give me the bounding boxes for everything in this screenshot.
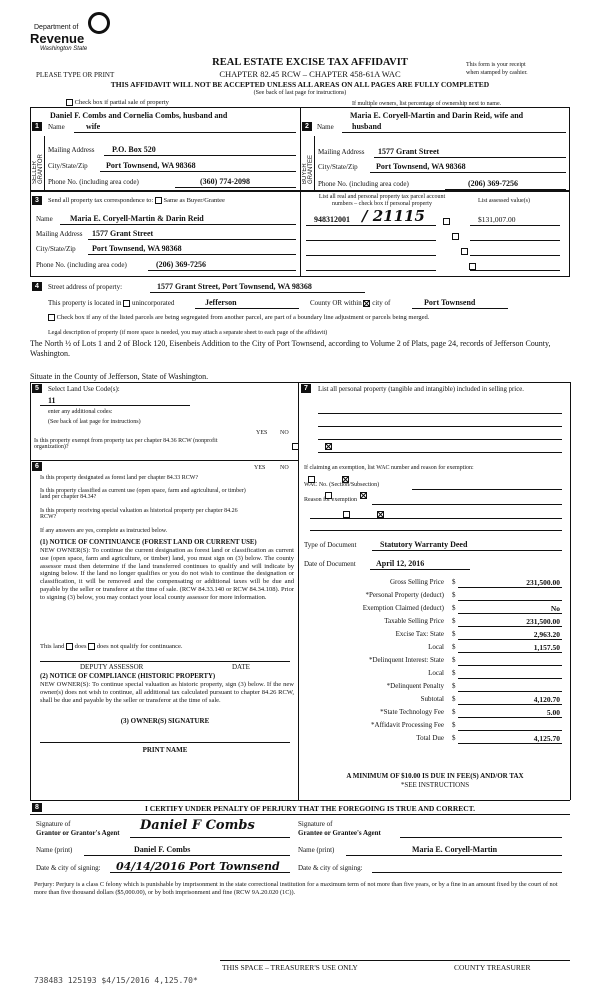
- partial-sale: [66, 99, 169, 106]
- exempt-yes-checkbox[interactable]: [292, 443, 299, 450]
- does-not-qualify-checkbox[interactable]: [88, 643, 95, 650]
- seller-mailing-label: Mailing Address: [48, 146, 95, 154]
- logo-line1: Department of: [34, 24, 79, 31]
- seller-mailing: P.O. Box 520: [112, 145, 156, 154]
- corr-mailing-label: Mailing Address: [36, 230, 83, 238]
- segregated-row: [48, 314, 429, 321]
- buyer-phone-label: Phone No. (including area code): [318, 180, 409, 188]
- doc-date-label: Date of Document: [304, 560, 356, 568]
- doc-type-label: Type of Document: [304, 541, 357, 549]
- dollar-4: $: [452, 630, 456, 638]
- tax-label-9: Subtotal: [420, 695, 444, 703]
- segregated-label: Check box if any of the listed parcels are being segregated from another parcel, are part of a boundary line adjustment or parcels being merged.: [56, 314, 430, 321]
- current-use-no-checkbox[interactable]: [360, 492, 367, 499]
- dollar-9: $: [452, 695, 456, 703]
- warning: THIS AFFIDAVIT WILL NOT BE ACCEPTED UNLESS ALL AREAS ON ALL PAGES ARE FULLY COMPLETED: [110, 80, 490, 89]
- tax-label-1: *Personal Property (deduct): [365, 591, 444, 599]
- parcel-number: 948312001: [314, 215, 350, 224]
- form-subtitle: CHAPTER 82.45 RCW – CHAPTER 458-61A WAC: [219, 69, 401, 79]
- seller-name-label: Name: [48, 123, 65, 131]
- historic-no-checkbox[interactable]: [377, 511, 384, 518]
- see-back: (See back of last page for instructions): [253, 90, 347, 96]
- tax-label-4: Excise Tax: State: [395, 630, 444, 638]
- multiple-owners: If multiple owners, list percentage of ownership next to name.: [352, 101, 502, 107]
- treasurer-space: THIS SPACE – TREASURER'S USE ONLY: [222, 963, 358, 972]
- section-number-4: 4: [32, 282, 42, 291]
- assessor-date: DATE: [232, 663, 250, 671]
- dollar-11: $: [452, 721, 456, 729]
- notice1-text: NEW OWNER(S): To continue the current designation as forest land or classification as current use (open space, farm and agriculture, or timber) land, you must sign on (3) below. The county assessor must then determine if the land transferred continues to qualify and will indicate by signing below. If the land no longer qualifies or you do not wish to continue the designation or classification, it will be removed and the compensating or additional taxes will be due and payable by the seller or transferor at the time of sale. (RCW 84.33.140 or RCW 84.34.108). Prior to signing (3) below, you may contact your local county assessor for more information.: [40, 547, 294, 601]
- unincorporated-label: unincorporated: [131, 299, 175, 307]
- doc-type: Statutory Warranty Deed: [380, 540, 468, 549]
- buyer-city: Port Townsend, WA 98368: [376, 162, 466, 171]
- perjury-note: Perjury: Perjury is a class C felony which is punishable by imprisonment in the state correctional institution for a maximum term of not more than five years, or by a fine in an amount fixed by the court of not more than five thousand dollars ($5,000.00), or by both imprisonment and fine (RCW 9A.20.020 (1C)).: [34, 881, 558, 896]
- corr-mailing: 1577 Grant Street: [92, 229, 154, 238]
- grantor-name: Daniel F. Combs: [134, 845, 191, 854]
- situate: Situate in the County of Jefferson, State of Washington.: [30, 372, 209, 381]
- logo-line2: Revenue: [30, 31, 85, 46]
- partial-sale-label: Check box if partial sale of property: [74, 99, 169, 106]
- grantor-date-label: Date & city of signing:: [36, 864, 101, 872]
- if-yes-note: If any answers are yes, complete as instructed below.: [40, 528, 168, 534]
- personal-property-checkbox-1[interactable]: [443, 218, 450, 225]
- grantee-date-label: Date & city of signing:: [298, 864, 363, 872]
- current-use-question: Is this property classified as current use (open space, farm and agricultural, or timber) land per chapter 84.34?: [40, 488, 246, 500]
- county-or-within: [310, 299, 390, 307]
- notice2-text: NEW OWNER(S): To continue special valuation as historic property, sign (3) below. If the new owner(s) does not wish to continue, all additional tax calculated pursuant to chapter 84.26 RCW, shall be due and payable by the seller or transferor at the time of sale.: [40, 681, 294, 704]
- tax-label-3: Taxable Selling Price: [384, 617, 444, 625]
- section5-no: NO: [280, 430, 289, 436]
- tax-label-8: *Delinquent Penalty: [386, 682, 444, 690]
- personal-property-checkbox-2[interactable]: [452, 233, 459, 240]
- within-city-checkbox[interactable]: [363, 300, 370, 307]
- logo-line3: Washington State: [40, 46, 88, 52]
- select-code-label: Select Land Use Code(s):: [48, 385, 120, 393]
- corr-phone: (206) 369-7256: [156, 260, 206, 269]
- continuance-row: [40, 643, 183, 650]
- street-address: 1577 Grant Street, Port Townsend, WA 98368: [157, 282, 312, 291]
- dollar-10: $: [452, 708, 456, 716]
- corr-city: Port Townsend, WA 98368: [92, 244, 182, 253]
- receipt-note-2: when stamped by cashier.: [466, 70, 528, 76]
- historic-question: Is this property receiving special valuation as historical property per chapter 84.26 RCW?: [40, 508, 238, 520]
- grantor-sig-label-1: Signature of: [36, 820, 71, 828]
- county-name: Jefferson: [205, 298, 237, 307]
- buyer-phone: (206) 369-7256: [468, 179, 518, 188]
- grantee-name-label: Name (print): [298, 846, 335, 854]
- deputy-assessor: DEPUTY ASSESSOR: [80, 663, 144, 671]
- parcel-handwritten: / 21115: [362, 207, 425, 225]
- dor-logo: [30, 10, 120, 56]
- logo-emblem-icon: [88, 12, 110, 34]
- grantee-sig-label-1: Signature of: [298, 820, 333, 828]
- assessed-header: List assessed value(s): [478, 198, 530, 204]
- seller-phone: (360) 774-2098: [200, 177, 250, 186]
- dollar-5: $: [452, 643, 456, 651]
- grantor-date-city: 04/14/2016 Port Townsend: [116, 860, 280, 873]
- tax-label-7: Local: [428, 669, 444, 677]
- tax-table: [300, 576, 570, 756]
- dollar-2: $: [452, 604, 456, 612]
- seller-city: Port Townsend, WA 98368: [106, 161, 196, 170]
- please-type: PLEASE TYPE OR PRINT: [36, 71, 115, 79]
- same-as-buyer-checkbox[interactable]: [155, 197, 162, 204]
- section5-yes: YES: [256, 430, 268, 436]
- exempt-no-checkbox[interactable]: [325, 443, 332, 450]
- dollar-7: $: [452, 669, 456, 677]
- land-use-code: 11: [48, 396, 56, 405]
- receipt-stamp: 738483 125193 $4/15/2016 4,125.70*: [34, 976, 198, 985]
- legal-label: Legal description of property (if more space is needed, you may attach a separate sheet to each page of the affidavit): [48, 330, 328, 336]
- dollar-3: $: [452, 617, 456, 625]
- tax-label-11: *Affidavit Processing Fee: [371, 721, 444, 729]
- tax-value-0: 231,500.00: [526, 578, 560, 587]
- this-land-label: This land: [40, 643, 65, 650]
- tax-label-12: Total Due: [416, 734, 444, 742]
- located-label: This property is located in: [48, 299, 122, 307]
- grantor-sig-label-2: Grantor or Grantor's Agent: [36, 829, 120, 837]
- tax-label-0: Gross Selling Price: [389, 578, 444, 586]
- section-number-6: 6: [32, 462, 42, 471]
- seller-phone-label: Phone No. (including area code): [48, 178, 139, 186]
- assessed-value: $131,007.00: [478, 215, 516, 224]
- exempt-question: Is this property exempt from property tax per chapter 84.36 RCW (nonprofit organization)?: [34, 438, 218, 450]
- dollar-6: $: [452, 656, 456, 664]
- grantee-name: Maria E. Coryell-Martin: [412, 845, 498, 854]
- grantor-name-label: Name (print): [36, 846, 73, 854]
- buyer-city-label: City/State/Zip: [318, 163, 358, 171]
- located-row: [48, 299, 174, 307]
- tax-value-10: 5.00: [546, 708, 560, 717]
- minimum-note: A MINIMUM OF $10.00 IS DUE IN FEE(S) AND/OR TAX: [346, 772, 524, 780]
- buyer-mailing: 1577 Grant Street: [378, 147, 440, 156]
- tax-value-3: 231,500.00: [526, 617, 560, 626]
- tax-value-5: 1,157.50: [533, 643, 560, 652]
- within-label: within: [343, 299, 362, 307]
- section-number-5: 5: [32, 384, 42, 393]
- unincorporated-checkbox[interactable]: [123, 300, 130, 307]
- section-number-8: 8: [32, 803, 42, 812]
- tax-label-5: Local: [428, 643, 444, 651]
- section5-see-back: (See back of last page for instructions): [48, 419, 141, 425]
- buyer-name-label: Name: [317, 123, 334, 131]
- reason-label: Reason for exemption: [304, 497, 357, 503]
- street-label: Street address of property:: [48, 283, 123, 291]
- grantor-signature: Daniel F Combs: [140, 818, 255, 833]
- county-label: County OR: [310, 299, 343, 307]
- notice1-title: (1) NOTICE OF CONTINUANCE (FOREST LAND OR CURRENT USE): [40, 539, 257, 546]
- corr-city-label: City/State/Zip: [36, 245, 76, 253]
- city-name: Port Townsend: [424, 298, 476, 307]
- corr-name-label: Name: [36, 215, 53, 223]
- buyer-mailing-label: Mailing Address: [318, 148, 365, 156]
- tax-value-4: 2,963.20: [533, 630, 560, 639]
- historic-yes-checkbox[interactable]: [343, 511, 350, 518]
- exemption-claim: If claiming an exemption, list WAC number and reason for exemption:: [304, 465, 474, 471]
- section6-yes: YES: [254, 465, 266, 471]
- send-label: Send all property tax correspondence to:: [48, 197, 154, 204]
- send-correspondence: [48, 197, 225, 204]
- tax-value-9: 4,120.70: [533, 695, 560, 704]
- corr-phone-label: Phone No. (including area code): [36, 261, 127, 269]
- personal-property-label: List all personal property (tangible and intangible) included in selling price.: [318, 386, 524, 393]
- county-treasurer: COUNTY TREASURER: [454, 963, 531, 972]
- dollar-0: $: [452, 578, 456, 586]
- additional-codes: enter any additional codes:: [48, 409, 113, 415]
- section-number-2: 2: [302, 122, 312, 131]
- does-not-label: does not qualify for continuance.: [96, 643, 183, 650]
- personal-property-checkbox-3[interactable]: [461, 248, 468, 255]
- tax-label-10: *State Technology Fee: [380, 708, 444, 716]
- tax-label-2: Exemption Claimed (deduct): [362, 604, 444, 612]
- section-number-3: 3: [32, 196, 42, 205]
- seller-city-label: City/State/Zip: [48, 162, 88, 170]
- seller-vertical-label: SELLER GRANTOR: [32, 154, 44, 184]
- dollar-1: $: [452, 591, 456, 599]
- seller-name-line2: wife: [86, 122, 101, 131]
- section-number-1: 1: [32, 122, 42, 131]
- does-label: does: [74, 643, 87, 650]
- same-as-label: Same as Buyer/Grantee: [163, 197, 225, 204]
- seller-name-line1: Daniel F. Combs and Cornelia Combs, husband and: [50, 111, 228, 120]
- partial-sale-checkbox[interactable]: [66, 99, 73, 106]
- wac-no-label: WAC No. (Section/Subsection): [304, 482, 380, 488]
- forest-question: Is this property designated as forest land per chapter 84.33 RCW?: [40, 475, 199, 481]
- dollar-12: $: [452, 734, 456, 742]
- receipt-note-1: This form is your receipt: [466, 62, 526, 68]
- city-of-label: city of: [372, 299, 391, 307]
- legal-text: The North ½ of Lots 1 and 2 of Block 120, Eisenbeis Addition to the City of Port Townsend, according to Volume 2 of Plats, page 24, records of Jefferson County, Washington.: [30, 339, 551, 358]
- buyer-name-line2: husband: [352, 122, 382, 131]
- dollar-8: $: [452, 682, 456, 690]
- section-number-7: 7: [301, 384, 311, 393]
- grantee-sig-label-2: Grantee or Grantee's Agent: [298, 829, 381, 837]
- tax-value-2: No: [550, 604, 560, 613]
- tax-label-6: *Delinquent Interest: State: [368, 656, 444, 664]
- owner-signature: (3) OWNER(S) SIGNATURE: [120, 717, 210, 725]
- does-qualify-checkbox[interactable]: [66, 643, 73, 650]
- doc-date: April 12, 2016: [376, 559, 425, 568]
- parcel-header-2: numbers – check box if personal property: [332, 201, 432, 207]
- buyer-name-line1: Maria E. Coryell-Martin and Darin Reid, wife and: [350, 111, 524, 120]
- corr-name: Maria E. Coryell-Martin & Darin Reid: [70, 214, 204, 223]
- tax-value-12: 4,125.70: [533, 734, 560, 743]
- buyer-vertical-label: BUYER GRANTEE: [302, 154, 314, 184]
- segregated-checkbox[interactable]: [48, 314, 55, 321]
- notice2-title: (2) NOTICE OF COMPLIANCE (HISTORIC PROPERTY): [40, 673, 216, 680]
- parcel-header-1: List all real and personal property tax parcel account: [318, 194, 446, 200]
- see-instructions: *SEE INSTRUCTIONS: [400, 781, 470, 789]
- form-title: REAL ESTATE EXCISE TAX AFFIDAVIT: [212, 57, 408, 68]
- print-name: PRINT NAME: [142, 746, 188, 754]
- section6-no: NO: [280, 465, 289, 471]
- certify: I CERTIFY UNDER PENALTY OF PERJURY THAT THE FOREGOING IS TRUE AND CORRECT.: [144, 804, 475, 813]
- personal-property-checkbox-4[interactable]: [469, 263, 476, 270]
